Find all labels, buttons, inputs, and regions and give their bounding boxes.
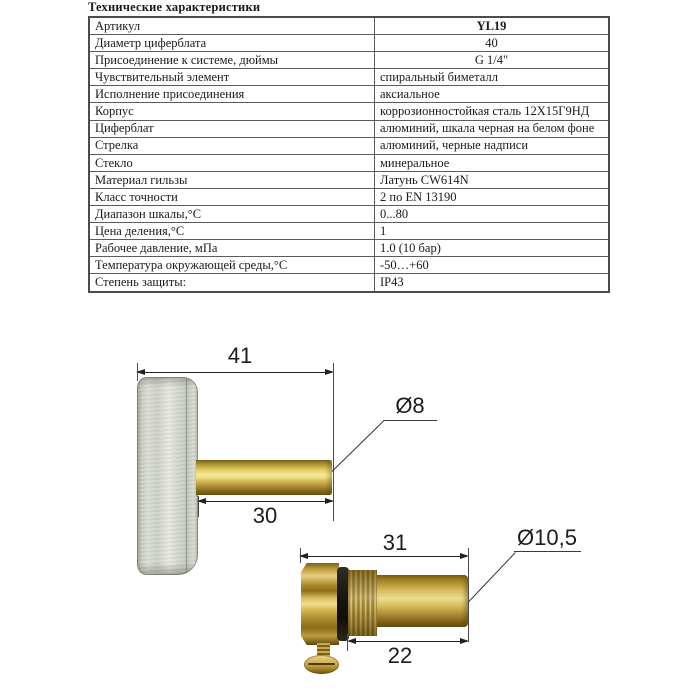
spec-value-cell: алюминий, черные надписи <box>375 137 610 154</box>
spec-value-cell: YL19 <box>375 17 610 35</box>
spec-value-cell: -50…+60 <box>375 257 610 274</box>
leader-underline <box>514 551 581 552</box>
spec-label-cell: Материал гильзы <box>89 171 375 188</box>
spec-label-cell: Присоединение к системе, дюймы <box>89 52 375 69</box>
arrow-right-icon <box>325 498 334 504</box>
spec-value-cell: спиральный биметалл <box>375 69 610 86</box>
arrow-left-icon <box>347 638 356 644</box>
extension-line <box>300 548 301 563</box>
arrow-right-icon <box>460 638 469 644</box>
table-row <box>89 171 609 188</box>
dim-immersion-line <box>348 638 468 645</box>
extension-line <box>198 496 199 517</box>
stem-diameter-label: Ø8 <box>395 393 425 418</box>
dimension-line <box>301 556 467 557</box>
table-row <box>89 52 609 69</box>
table-row <box>89 137 609 154</box>
dim-immersion-label: 22 <box>387 643 413 668</box>
spec-label-cell: Диапазон шкалы,°С <box>89 206 375 223</box>
table-row <box>89 17 609 35</box>
spec-value-cell: коррозионностойкая сталь 12Х15Г9НД <box>375 103 610 120</box>
dim-well-total-line <box>300 553 468 560</box>
dimension-line <box>349 641 467 642</box>
spec-label-cell: Цена деления,°С <box>89 223 375 240</box>
table-row <box>89 103 609 120</box>
spec-label-cell: Стекло <box>89 154 375 171</box>
thermowell-thread <box>348 570 377 636</box>
table-row <box>89 188 609 205</box>
spec-label-cell: Циферблат <box>89 120 375 137</box>
well-diameter-label: Ø10,5 <box>517 525 577 550</box>
dim-stem-length-line <box>198 498 333 505</box>
dim-stem-length-label: 30 <box>252 503 278 528</box>
table-row <box>89 120 609 137</box>
thermometer-case <box>137 377 198 575</box>
table-row <box>89 274 609 292</box>
dim-well-total-label: 31 <box>382 530 408 555</box>
spec-label-cell: Рабочее давление, мПа <box>89 240 375 257</box>
spec-label-cell: Корпус <box>89 103 375 120</box>
table-row <box>89 240 609 257</box>
spec-label-cell: Диаметр циферблата <box>89 35 375 52</box>
spec-label-cell: Чувствительный элемент <box>89 69 375 86</box>
spec-value-cell: минеральное <box>375 154 610 171</box>
thermowell-tube <box>377 575 468 627</box>
spec-value-cell: аксиальное <box>375 86 610 103</box>
spec-value-cell: Латунь CW614N <box>375 171 610 188</box>
leader-diagonal <box>468 552 516 603</box>
spec-value-cell: IP43 <box>375 274 610 292</box>
extension-line <box>137 363 138 381</box>
dimension-line <box>199 501 332 502</box>
spec-label-cell: Стрелка <box>89 137 375 154</box>
spec-label-cell: Исполнение присоединения <box>89 86 375 103</box>
page-title: Технические характеристики <box>88 0 261 14</box>
spec-value-cell: 0...80 <box>375 206 610 223</box>
spec-value-cell: 1 <box>375 223 610 240</box>
table-row <box>89 206 609 223</box>
table-row <box>89 257 609 274</box>
fixing-screw-head <box>304 655 339 674</box>
thermowell-hex-nut <box>301 563 339 645</box>
extension-line <box>468 548 469 642</box>
dimension-line <box>138 372 332 373</box>
spec-label-cell: Артикул <box>89 17 375 35</box>
spec-label-cell: Класс точности <box>89 188 375 205</box>
table-row <box>89 223 609 240</box>
spec-value-cell: алюминий, шкала черная на белом фоне <box>375 120 610 137</box>
case-back-rim <box>186 379 187 573</box>
extension-line <box>347 634 348 651</box>
spec-table <box>88 16 610 293</box>
dim-total-length-line <box>137 369 333 376</box>
table-row <box>89 69 609 86</box>
table-row <box>89 86 609 103</box>
table-row <box>89 35 609 52</box>
spec-value-cell: 40 <box>375 35 610 52</box>
spec-value-cell: 2 по EN 13190 <box>375 188 610 205</box>
table-row <box>89 154 609 171</box>
leader-underline <box>383 420 437 421</box>
dim-total-length-label: 41 <box>227 343 253 368</box>
spec-label-cell: Температура окружающей среды,°С <box>89 257 375 274</box>
spec-value-cell: 1.0 (10 бар) <box>375 240 610 257</box>
thermometer-stem <box>196 460 332 495</box>
leader-diagonal <box>332 421 384 472</box>
spec-label-cell: Степень защиты: <box>89 274 375 292</box>
stem-tip-shading <box>325 460 332 495</box>
spec-value-cell: G 1/4" <box>375 52 610 69</box>
screw-slot <box>308 663 335 665</box>
